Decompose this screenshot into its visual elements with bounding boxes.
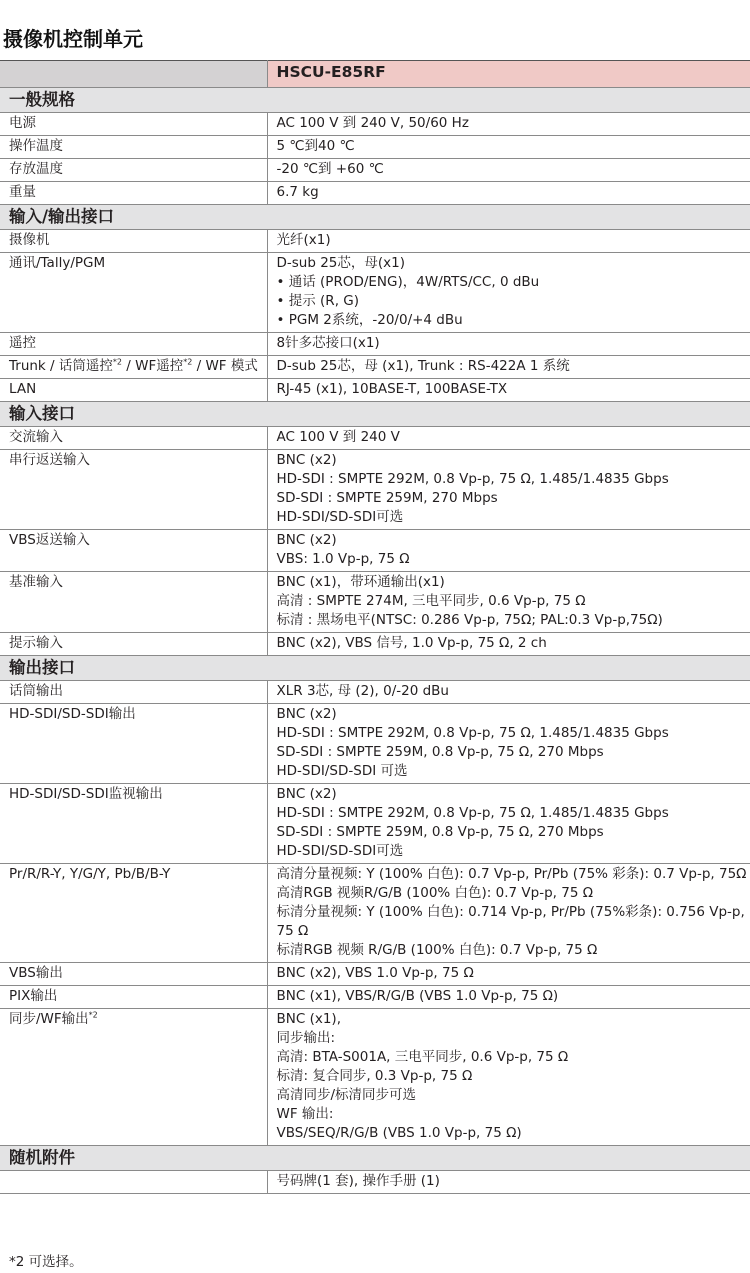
spec-label: HD-SDI/SD-SDI输出 — [0, 704, 267, 784]
spec-row — [0, 356, 750, 379]
spec-value — [267, 1171, 750, 1194]
spec-value-line: • PGM 2系统，-20/0/+4 dBu — [276, 312, 463, 328]
spec-value-line: XLR 3芯, 母 (2), 0/-20 dBu — [276, 683, 449, 699]
spec-value — [267, 864, 750, 963]
spec-value — [267, 113, 750, 136]
spec-value-line: BNC (x2) — [276, 532, 337, 548]
spec-row — [0, 333, 750, 356]
spec-value — [267, 253, 750, 333]
spec-value-line: BNC (x2) — [276, 452, 337, 468]
spec-label-text: / WF 模式 — [192, 358, 258, 374]
spec-value-line: 5 ℃到40 ℃ — [276, 138, 355, 154]
footnote-marker: *2 — [112, 357, 122, 367]
spec-value-line: • 通话 (PROD/ENG)，4W/RTS/CC, 0 dBu — [276, 274, 540, 290]
spec-row — [0, 1009, 750, 1146]
spec-row — [0, 450, 750, 530]
spec-label: 提示输入 — [0, 633, 267, 656]
spec-row — [0, 182, 750, 205]
spec-value-line: BNC (x1), — [276, 1011, 341, 1027]
spec-value-line: 标清 : 黑场电平(NTSC: 0.286 Vp-p, 75Ω; PAL:0.3 Vp-p,75Ω) — [276, 612, 663, 628]
spec-value-line: HD-SDI/SD-SDI可选 — [276, 509, 404, 525]
spec-value-line: HD-SDI : SMTPE 292M, 0.8 Vp-p, 75 Ω, 1.485/1.4835 Gbps — [276, 805, 669, 821]
spec-value-line: RJ-45 (x1), 10BASE-T, 100BASE-TX — [276, 381, 508, 397]
spec-row — [0, 681, 750, 704]
spec-label — [0, 356, 267, 379]
spec-value-line: HD-SDI/SD-SDI 可选 — [276, 763, 408, 779]
spec-label: 操作温度 — [0, 136, 267, 159]
section-header — [0, 1146, 750, 1171]
spec-value — [267, 450, 750, 530]
spec-value — [267, 633, 750, 656]
spec-label: 存放温度 — [0, 159, 267, 182]
section-header — [0, 656, 750, 681]
spec-row — [0, 1171, 750, 1194]
spec-value — [267, 136, 750, 159]
spec-value-line: 高清: BTA-S001A, 三电平同步, 0.6 Vp-p, 75 Ω — [276, 1049, 569, 1065]
spec-label: 重量 — [0, 182, 267, 205]
footnote: *2 可选择。 — [9, 1254, 83, 1270]
spec-value — [267, 704, 750, 784]
spec-value-line: BNC (x2) — [276, 786, 337, 802]
spec-value-line: 号码牌(1 套), 操作手册 (1) — [276, 1173, 440, 1189]
spec-label: LAN — [0, 379, 267, 402]
spec-value-line: WF 输出: — [276, 1106, 334, 1122]
spec-value-line: SD-SDI : SMPTE 259M, 0.8 Vp-p, 75 Ω, 270 Mbps — [276, 744, 604, 760]
spec-table-body — [0, 61, 750, 1194]
spec-row — [0, 986, 750, 1009]
spec-value-line: BNC (x1), VBS/R/G/B (VBS 1.0 Vp-p, 75 Ω) — [276, 988, 559, 1004]
spec-value-line: 标清分量视频: Y (100% 白色): 0.714 Vp-p, Pr/Pb (75%彩条): 0.756 Vp-p, 75 Ω — [276, 904, 745, 939]
spec-value-line: AC 100 V 到 240 V, 50/60 Hz — [276, 115, 469, 131]
spec-value-line: BNC (x2) — [276, 706, 337, 722]
spec-label: VBS返送输入 — [0, 530, 267, 572]
section-header — [0, 205, 750, 230]
spec-row — [0, 784, 750, 864]
spec-label: 摄像机 — [0, 230, 267, 253]
spec-value-line: SD-SDI : SMPTE 259M, 270 Mbps — [276, 490, 498, 506]
spec-label-text: 同步/WF输出 — [9, 1011, 89, 1027]
spec-value-line: HD-SDI : SMPTE 292M, 0.8 Vp-p, 75 Ω, 1.485/1.4835 Gbps — [276, 471, 669, 487]
section-header — [0, 88, 750, 113]
spec-value — [267, 333, 750, 356]
spec-label-text: Trunk / 话筒遥控 — [9, 358, 113, 374]
spec-value-line: BNC (x1)，带环通输出(x1) — [276, 574, 445, 590]
spec-value-line: 标清RGB 视频 R/G/B (100% 白色): 0.7 Vp-p, 75 Ω — [276, 942, 598, 958]
spec-label: HD-SDI/SD-SDI监视输出 — [0, 784, 267, 864]
section-title: 输出接口 — [0, 656, 750, 681]
spec-value-line: D-sub 25芯，母(x1) — [276, 255, 406, 271]
spec-row — [0, 704, 750, 784]
spec-value-line: 同步输出: — [276, 1030, 336, 1046]
spec-value-line: D-sub 25芯，母 (x1), Trunk : RS-422A 1 系统 — [276, 358, 570, 374]
spec-label — [0, 1009, 267, 1146]
spec-value-line: 光纤(x1) — [276, 232, 331, 248]
spec-row — [0, 113, 750, 136]
spec-value — [267, 379, 750, 402]
spec-value-line: BNC (x2), VBS 1.0 Vp-p, 75 Ω — [276, 965, 474, 981]
spec-value — [267, 986, 750, 1009]
spec-value-line: AC 100 V 到 240 V — [276, 429, 400, 445]
spec-row — [0, 379, 750, 402]
spec-label: 话筒输出 — [0, 681, 267, 704]
spec-table — [0, 60, 750, 1194]
spec-label-text: / WF遥控 — [121, 358, 184, 374]
table-header-row — [0, 61, 750, 88]
spec-row — [0, 427, 750, 450]
spec-label: PIX输出 — [0, 986, 267, 1009]
spec-row — [0, 633, 750, 656]
spec-value — [267, 784, 750, 864]
spec-value-line: SD-SDI : SMPTE 259M, 0.8 Vp-p, 75 Ω, 270 Mbps — [276, 824, 604, 840]
section-title: 一般规格 — [0, 88, 750, 113]
spec-value — [267, 963, 750, 986]
spec-label: VBS输出 — [0, 963, 267, 986]
spec-value-line: 高清 : SMPTE 274M, 三电平同步, 0.6 Vp-p, 75 Ω — [276, 593, 586, 609]
spec-row — [0, 253, 750, 333]
spec-value-line: 高清分量视频: Y (100% 白色): 0.7 Vp-p, Pr/Pb (75% 彩条): 0.7 Vp-p, 75Ω — [276, 866, 747, 882]
spec-row — [0, 864, 750, 963]
spec-label: 基准输入 — [0, 572, 267, 633]
spec-value — [267, 159, 750, 182]
spec-label: 串行返送输入 — [0, 450, 267, 530]
spec-value-line: VBS: 1.0 Vp-p, 75 Ω — [276, 551, 410, 567]
spec-value — [267, 681, 750, 704]
spec-label — [0, 1171, 267, 1194]
spec-label: 遥控 — [0, 333, 267, 356]
spec-row — [0, 159, 750, 182]
spec-value-line: VBS/SEQ/R/G/B (VBS 1.0 Vp-p, 75 Ω) — [276, 1125, 522, 1141]
spec-value-line: -20 ℃到 +60 ℃ — [276, 161, 384, 177]
model-name: HSCU-E85RF — [267, 61, 750, 88]
spec-value — [267, 182, 750, 205]
section-title: 输入/输出接口 — [0, 205, 750, 230]
spec-value — [267, 356, 750, 379]
spec-row — [0, 572, 750, 633]
spec-value-line: HD-SDI : SMTPE 292M, 0.8 Vp-p, 75 Ω, 1.485/1.4835 Gbps — [276, 725, 669, 741]
spec-label: 交流输入 — [0, 427, 267, 450]
section-title: 输入接口 — [0, 402, 750, 427]
spec-value-line: 高清同步/标清同步可选 — [276, 1087, 417, 1103]
footnote-marker: *2 — [183, 357, 193, 367]
spec-label: 通讯/Tally/PGM — [0, 253, 267, 333]
spec-value-line: 8针多芯接口(x1) — [276, 335, 380, 351]
spec-row — [0, 963, 750, 986]
spec-value-line: • 提示 (R, G) — [276, 293, 360, 309]
spec-label: 电源 — [0, 113, 267, 136]
spec-value — [267, 1009, 750, 1146]
spec-value-line: BNC (x2), VBS 信号, 1.0 Vp-p, 75 Ω, 2 ch — [276, 635, 547, 651]
spec-row — [0, 230, 750, 253]
spec-value — [267, 427, 750, 450]
section-header — [0, 402, 750, 427]
spec-label: Pr/R/R-Y, Y/G/Y, Pb/B/B-Y — [0, 864, 267, 963]
spec-value-line: 高清RGB 视频R/G/B (100% 白色): 0.7 Vp-p, 75 Ω — [276, 885, 594, 901]
footnote-marker: *2 — [88, 1010, 98, 1020]
spec-value-line: HD-SDI/SD-SDI可选 — [276, 843, 404, 859]
section-title: 随机附件 — [0, 1146, 750, 1171]
spec-value-line: 标清: 复合同步, 0.3 Vp-p, 75 Ω — [276, 1068, 473, 1084]
spec-value — [267, 230, 750, 253]
header-label-cell — [0, 61, 267, 88]
spec-row — [0, 530, 750, 572]
spec-value — [267, 530, 750, 572]
spec-value — [267, 572, 750, 633]
page-title: 摄像机控制单元 — [3, 27, 143, 51]
spec-row — [0, 136, 750, 159]
spec-value-line: 6.7 kg — [276, 184, 319, 200]
